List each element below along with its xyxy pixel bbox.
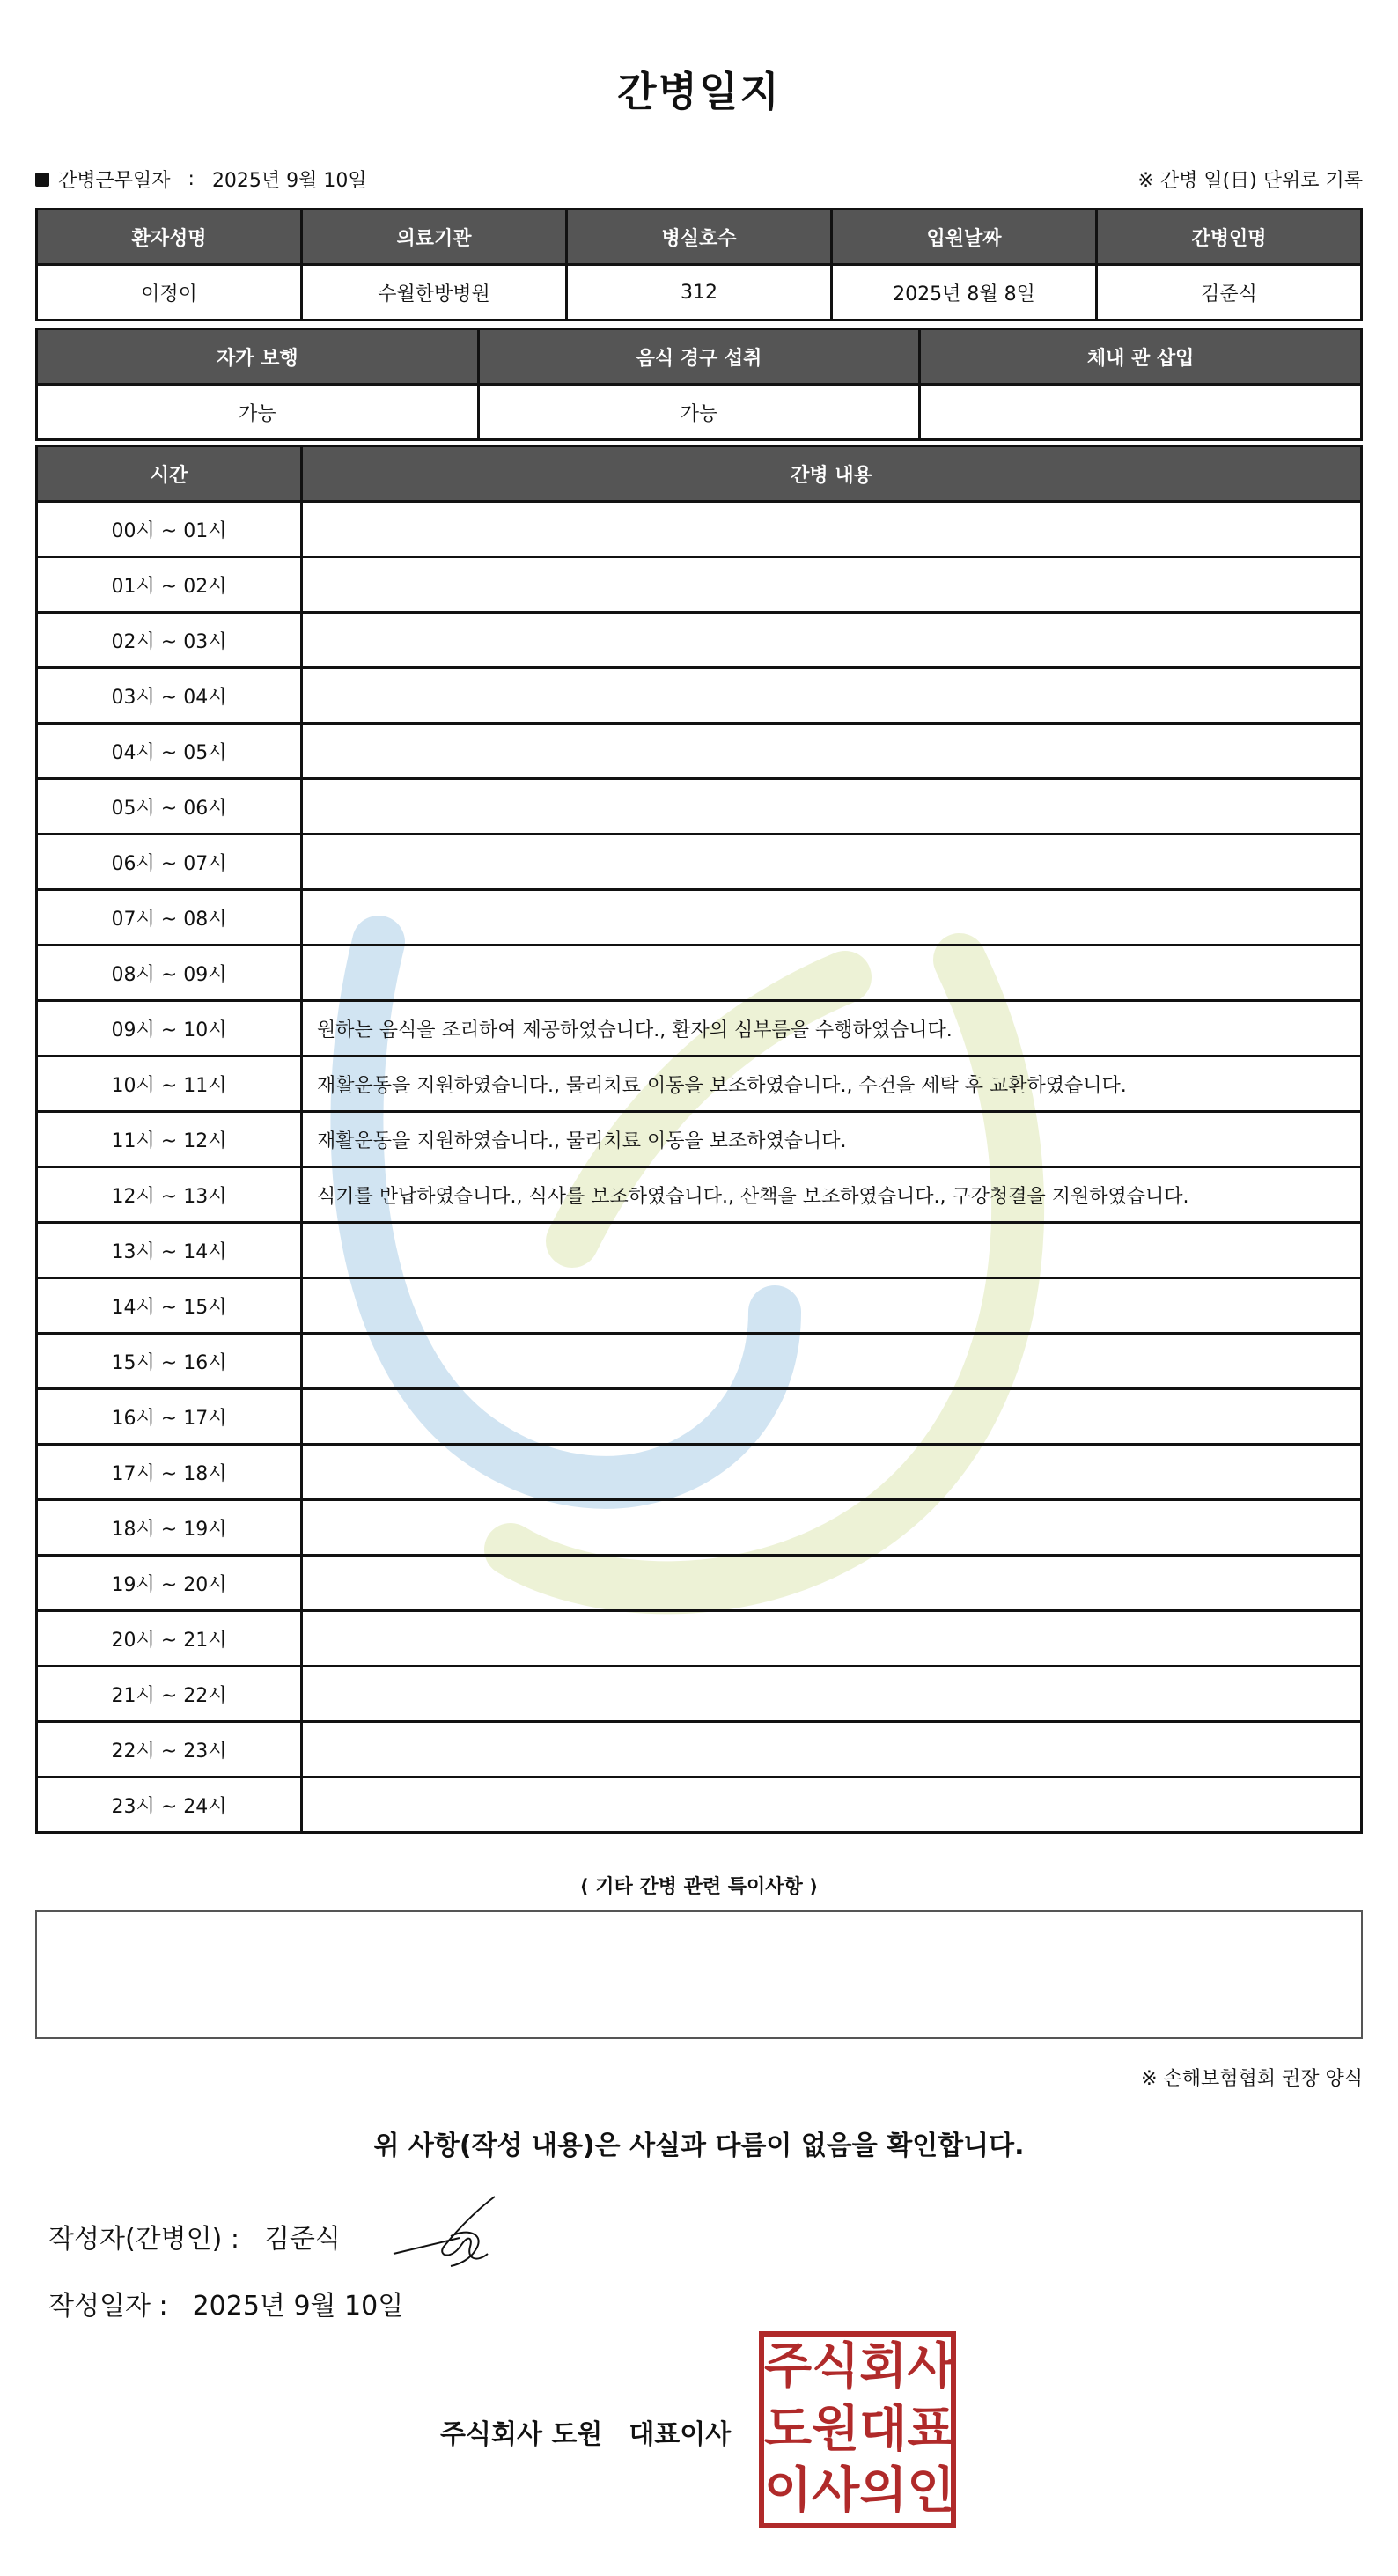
header-walking: 자가 보행 (37, 329, 479, 385)
header-oral-intake: 음식 경구 섭취 (478, 329, 920, 385)
care-content (302, 502, 1362, 557)
table-row (37, 946, 1362, 1001)
time-slot: 15시 ~ 16시 (37, 1334, 302, 1389)
time-slot: 02시 ~ 03시 (37, 613, 302, 668)
time-slot: 20시 ~ 21시 (37, 1611, 302, 1667)
time-slot: 07시 ~ 08시 (37, 890, 302, 946)
work-date-label: 간병근무일자 (58, 170, 171, 192)
table-row (37, 779, 1362, 835)
care-content: 원하는 음식을 조리하여 제공하였습니다., 환자의 심부름을 수행하였습니다. (302, 1001, 1362, 1056)
header-patient-name: 환자성명 (37, 210, 302, 265)
seal-char: 회 (859, 2337, 908, 2396)
seal-char: 인 (907, 2462, 955, 2521)
care-content (302, 946, 1362, 1001)
care-content (302, 1334, 1362, 1389)
caregiver-name: 김준식 (1097, 265, 1362, 320)
care-content (302, 1223, 1362, 1278)
care-content (302, 1611, 1362, 1667)
seal-char: 이 (764, 2462, 813, 2521)
walking-status: 가능 (37, 385, 479, 440)
table-row (37, 1611, 1362, 1667)
care-content (302, 1556, 1362, 1611)
table-row (37, 502, 1362, 557)
hospital: 수월한방병원 (302, 265, 567, 320)
seal-char: 표 (907, 2399, 955, 2458)
table-row (37, 1223, 1362, 1278)
table-row (37, 1556, 1362, 1611)
daily-record-note: ※ 간병 일(日) 단위로 기록 (1137, 170, 1363, 192)
patient-status-table (35, 328, 1363, 441)
table-row (37, 724, 1362, 779)
table-row (37, 1001, 1362, 1056)
header-admission-date: 입원날짜 (832, 210, 1097, 265)
table-row (37, 1445, 1362, 1500)
patient-info-table (35, 208, 1363, 321)
care-content (302, 890, 1362, 946)
company-line (440, 2412, 731, 2451)
work-date (35, 166, 367, 193)
table-row (37, 1278, 1362, 1334)
write-date-value: 2025년 9월 10일 (192, 2291, 404, 2322)
time-slot: 09시 ~ 10시 (37, 1001, 302, 1056)
time-slot: 14시 ~ 15시 (37, 1278, 302, 1334)
table-row (37, 1722, 1362, 1777)
seal-char: 대 (859, 2399, 908, 2458)
table-row (37, 1334, 1362, 1389)
signature-icon (389, 2192, 521, 2271)
care-content: 식기를 반납하였습니다., 식사를 보조하였습니다., 산책을 보조하였습니다., 구강청결을 지원하였습니다. (302, 1167, 1362, 1223)
write-date-line (48, 2284, 403, 2322)
table-row (37, 1056, 1362, 1112)
time-slot: 03시 ~ 04시 (37, 668, 302, 724)
table-row (37, 1500, 1362, 1556)
time-slot: 19시 ~ 20시 (37, 1556, 302, 1611)
page-title: 간병일지 (617, 68, 781, 115)
time-slot: 12시 ~ 13시 (37, 1167, 302, 1223)
table-row (37, 890, 1362, 946)
room-number: 312 (567, 265, 832, 320)
form-source-note: ※ 손해보험협회 권장 양식 (1141, 2068, 1363, 2090)
seal-char: 주 (764, 2337, 813, 2396)
care-content (302, 1500, 1362, 1556)
header-time: 시간 (37, 446, 302, 502)
care-content (302, 1278, 1362, 1334)
patient-name: 이정이 (37, 265, 302, 320)
time-slot: 21시 ~ 22시 (37, 1667, 302, 1722)
company-seal-stamp (759, 2331, 956, 2528)
table-row (37, 1167, 1362, 1223)
time-slot: 06시 ~ 07시 (37, 835, 302, 890)
table-row (37, 557, 1362, 613)
tube-insertion-status (920, 385, 1362, 440)
table-row (37, 1112, 1362, 1167)
representative-title: 대표이사 (629, 2419, 732, 2450)
seal-char: 사 (907, 2337, 955, 2396)
care-content (302, 613, 1362, 668)
time-slot: 11시 ~ 12시 (37, 1112, 302, 1167)
seal-char: 사 (812, 2462, 860, 2521)
writer-name: 김준식 (263, 2224, 341, 2255)
header-tube-insertion: 체내 관 삽입 (920, 329, 1362, 385)
confirmation-statement: 위 사항(작성 내용)은 사실과 다름이 없음을 확인합니다. (373, 2131, 1025, 2161)
writer-label: 작성자(간병인) : (48, 2224, 239, 2255)
time-slot: 18시 ~ 19시 (37, 1500, 302, 1556)
time-slot: 16시 ~ 17시 (37, 1389, 302, 1445)
care-content: 재활운동을 지원하였습니다., 물리치료 이동을 보조하였습니다., 수건을 세탁 후 교환하였습니다. (302, 1056, 1362, 1112)
table-row (37, 1777, 1362, 1833)
seal-char: 의 (859, 2462, 908, 2521)
time-slot: 05시 ~ 06시 (37, 779, 302, 835)
care-content (302, 1445, 1362, 1500)
time-slot: 08시 ~ 09시 (37, 946, 302, 1001)
table-row (37, 1389, 1362, 1445)
care-content (302, 668, 1362, 724)
time-slot: 10시 ~ 11시 (37, 1056, 302, 1112)
write-date-label: 작성일자 : (48, 2291, 168, 2322)
care-content: 재활운동을 지원하였습니다., 물리치료 이동을 보조하였습니다. (302, 1112, 1362, 1167)
bullet-square-icon (35, 173, 49, 187)
care-log-table (35, 445, 1363, 1834)
care-content (302, 724, 1362, 779)
care-content (302, 1722, 1362, 1777)
seal-char: 식 (812, 2337, 860, 2396)
time-slot: 00시 ~ 01시 (37, 502, 302, 557)
time-slot: 22시 ~ 23시 (37, 1722, 302, 1777)
care-content (302, 557, 1362, 613)
table-row (37, 668, 1362, 724)
work-date-separator: : (188, 168, 195, 190)
header-room: 병실호수 (567, 210, 832, 265)
time-slot: 13시 ~ 14시 (37, 1223, 302, 1278)
care-content (302, 1777, 1362, 1833)
special-notes-title: ⟨ 기타 간병 관련 특이사항 ⟩ (579, 1876, 819, 1898)
care-content (302, 1667, 1362, 1722)
time-slot: 04시 ~ 05시 (37, 724, 302, 779)
writer-line (48, 2217, 341, 2256)
care-content (302, 1389, 1362, 1445)
seal-char: 원 (812, 2399, 860, 2458)
time-slot: 23시 ~ 24시 (37, 1777, 302, 1833)
table-row (37, 613, 1362, 668)
work-date-value: 2025년 9월 10일 (211, 170, 367, 192)
header-caregiver-name: 간병인명 (1097, 210, 1362, 265)
special-notes-box (35, 1910, 1363, 2039)
care-content (302, 835, 1362, 890)
time-slot: 01시 ~ 02시 (37, 557, 302, 613)
oral-intake-status: 가능 (478, 385, 920, 440)
admission-date: 2025년 8월 8일 (832, 265, 1097, 320)
company-name: 주식회사 도원 (440, 2419, 603, 2450)
header-hospital: 의료기관 (302, 210, 567, 265)
time-slot: 17시 ~ 18시 (37, 1445, 302, 1500)
header-care-content: 간병 내용 (302, 446, 1362, 502)
care-content (302, 779, 1362, 835)
seal-char: 도 (764, 2399, 813, 2458)
table-row (37, 835, 1362, 890)
table-row (37, 1667, 1362, 1722)
